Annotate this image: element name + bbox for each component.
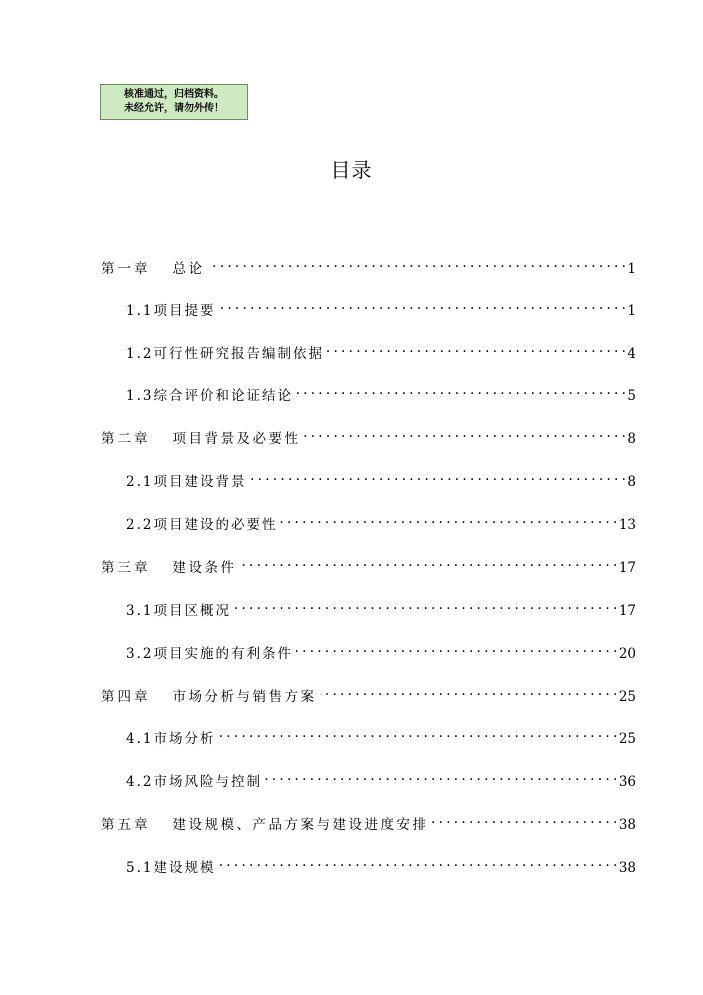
approval-stamp	[100, 84, 248, 120]
toc-entry-label: 项目背景及必要性	[172, 431, 301, 447]
toc-chapter-number: 第三章	[101, 560, 151, 576]
toc-dot-leader	[218, 723, 616, 743]
toc-dot-leader	[265, 766, 617, 786]
toc-page-number: 1	[627, 261, 636, 277]
toc-chapter-number: 第一章	[101, 261, 151, 277]
toc-page-number: 20	[618, 646, 636, 662]
toc-entry-label: 5.1建设规模	[126, 860, 216, 876]
toc-dot-leader	[249, 466, 625, 486]
toc-dot-leader	[432, 809, 617, 829]
toc-dot-leader	[327, 338, 625, 358]
toc-dot-leader	[296, 380, 625, 400]
stamp-line-1: 核准通过，归档资料。	[124, 89, 224, 100]
toc-chapter[interactable]	[101, 552, 636, 576]
toc-entry-label: 2.2项目建设的必要性	[126, 517, 278, 533]
toc-entry-label: 总论	[172, 261, 205, 277]
toc-page-number: 8	[627, 474, 636, 490]
toc-section[interactable]	[126, 295, 636, 319]
toc-page-number: 4	[627, 346, 636, 362]
toc-dot-leader	[304, 423, 626, 443]
toc-entry-label: 1.1项目提要	[126, 303, 216, 319]
toc-entry-label: 建设条件	[172, 560, 237, 576]
toc-section[interactable]	[126, 338, 636, 362]
toc-chapter[interactable]	[101, 809, 636, 833]
toc-page-number: 36	[618, 774, 636, 790]
toc-section[interactable]	[126, 380, 636, 404]
toc-dot-leader	[240, 552, 617, 572]
toc-entry-label: 3.2项目实施的有利条件	[126, 646, 293, 662]
toc-page-number: 38	[618, 860, 636, 876]
toc-dot-leader	[234, 595, 617, 615]
toc-chapter-number: 第五章	[101, 817, 151, 833]
toc-section[interactable]	[126, 595, 636, 619]
toc-chapter-number: 第二章	[101, 431, 151, 447]
toc-page-number: 8	[627, 431, 636, 447]
toc-page-number: 38	[618, 817, 636, 833]
toc-entry-label: 建设规模、产品方案与建设进度安排	[172, 817, 429, 833]
toc-entry-label: 3.1项目区概况	[126, 603, 231, 619]
toc-section[interactable]	[126, 466, 636, 490]
toc-dot-leader	[218, 295, 625, 315]
toc-page-number: 5	[627, 388, 636, 404]
toc-entry-label: 2.1项目建设背景	[126, 474, 247, 490]
toc-chapter[interactable]	[101, 681, 636, 705]
stamp-line-2: 未经允许，请勿外传！	[124, 103, 224, 114]
toc-dot-leader	[218, 852, 616, 872]
toc-page-number: 13	[618, 517, 636, 533]
toc-entry-label: 4.1市场分析	[126, 731, 216, 747]
toc-chapter[interactable]	[101, 423, 636, 447]
toc-dot-leader	[320, 681, 617, 701]
toc-page-number: 17	[618, 603, 636, 619]
toc-page-number: 1	[627, 303, 636, 319]
toc-entry-label: 4.2市场风险与控制	[126, 774, 262, 790]
page-title: 目录	[330, 158, 373, 182]
toc-chapter-number: 第四章	[101, 689, 151, 705]
toc-page-number: 25	[618, 731, 636, 747]
toc-dot-leader	[208, 253, 626, 273]
toc-section[interactable]	[126, 766, 636, 790]
toc-section[interactable]	[126, 723, 636, 747]
toc-entry-label: 市场分析与销售方案	[172, 689, 317, 705]
toc-section[interactable]	[126, 638, 636, 662]
toc-page-number: 17	[618, 560, 636, 576]
toc-page-number: 25	[618, 689, 636, 705]
toc-section[interactable]	[126, 852, 636, 876]
toc-entry-label: 1.2可行性研究报告编制依据	[126, 346, 324, 362]
toc-dot-leader	[280, 509, 616, 529]
toc-entry-label: 1.3综合评价和论证结论	[126, 388, 293, 404]
toc-dot-leader	[296, 638, 617, 658]
toc-chapter[interactable]	[101, 253, 636, 277]
toc-section[interactable]	[126, 509, 636, 533]
